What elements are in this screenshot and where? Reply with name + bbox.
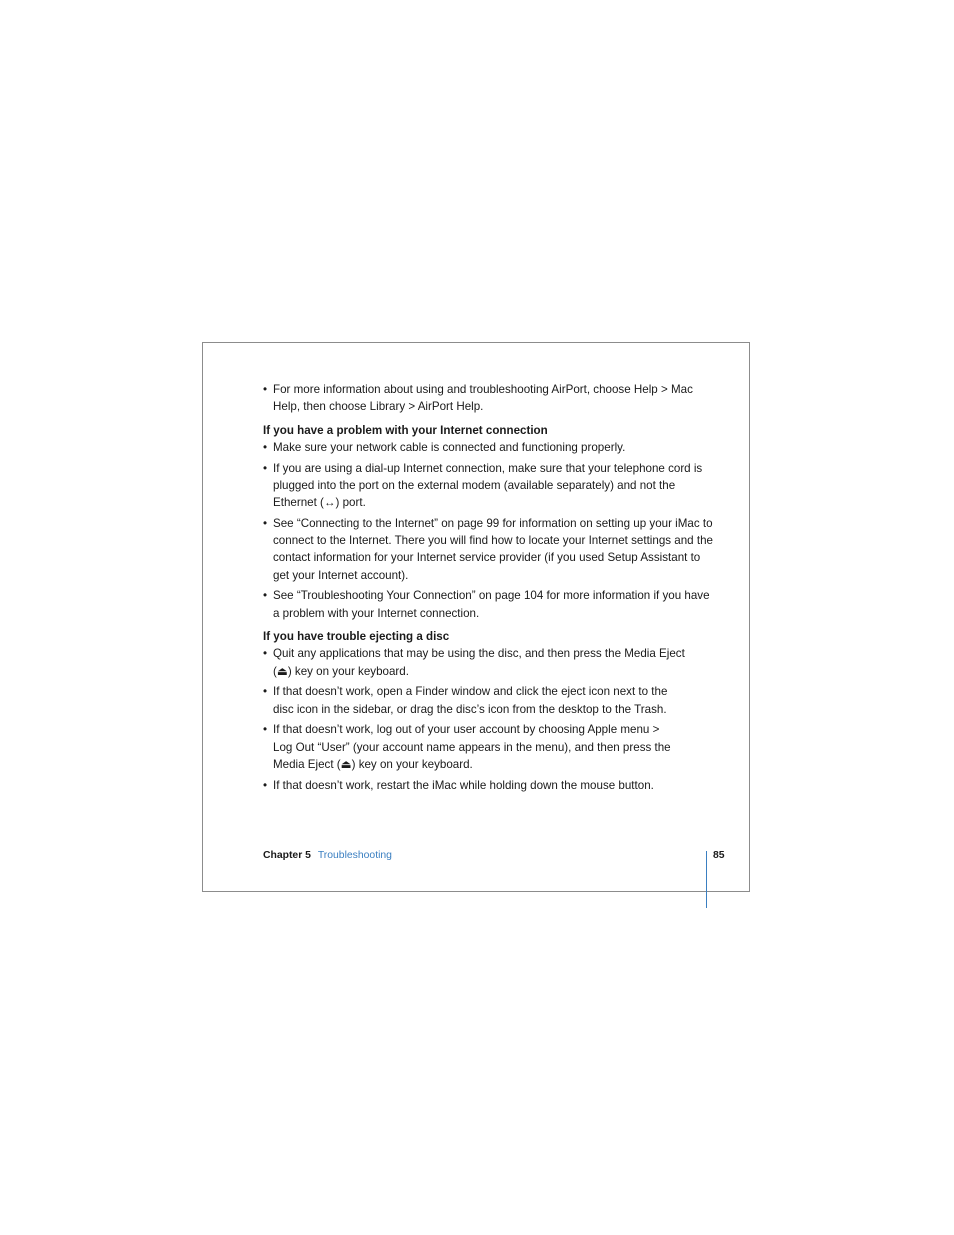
section-heading: If you have trouble ejecting a disc	[263, 630, 450, 644]
footer-chapter	[263, 849, 392, 863]
list-item: • For more information about using and troubleshooting AirPort, choose Help > Mac Help, then choose Library > AirPort Help.	[263, 381, 693, 415]
list-item: • Quit any applications that may be using the disc, and then press the Media Eject (⏏) key on your keyboard.	[263, 645, 691, 679]
list-item: • See “Troubleshooting Your Connection” on page 104 for more information if you have a problem with your Internet connection.	[263, 587, 718, 621]
list-item: • See “Connecting to the Internet” on page 99 for information on setting up your iMac to connect to the Internet. There you will find how to locate your Internet settings and the contact information for your Internet service provider (if you used Setup Assistant to get your Internet account).	[263, 515, 715, 584]
eject-disc-section	[263, 628, 713, 794]
page-content	[263, 381, 713, 797]
list-item: • If that doesn’t work, open a Finder window and click the eject icon next to the disc icon in the sidebar, or drag the disc’s icon from the desktop to the Trash.	[263, 683, 683, 717]
list-item: • If you are using a dial-up Internet connection, make sure that your telephone cord is plugged into the port on the external modem (available separately) and not the Ethernet (↔) port.	[263, 460, 715, 512]
chapter-label: Chapter 5	[263, 850, 311, 861]
list-item: • If that doesn’t work, restart the iMac while holding down the mouse button.	[263, 777, 713, 794]
internet-connection-section	[263, 422, 713, 622]
airport-help-section	[263, 381, 713, 415]
chapter-title-link[interactable]: Troubleshooting	[317, 850, 392, 861]
list-item: • Make sure your network cable is connected and functioning properly.	[263, 439, 713, 456]
list-item: • If that doesn’t work, log out of your user account by choosing Apple menu > Log Out “User” (your account name appears in the menu), and then press the Media Eject (⏏) key on your keyboard.	[263, 721, 681, 773]
section-heading: If you have a problem with your Internet connection	[263, 423, 548, 437]
footer-divider	[706, 851, 707, 908]
page-number: 85	[713, 850, 725, 861]
